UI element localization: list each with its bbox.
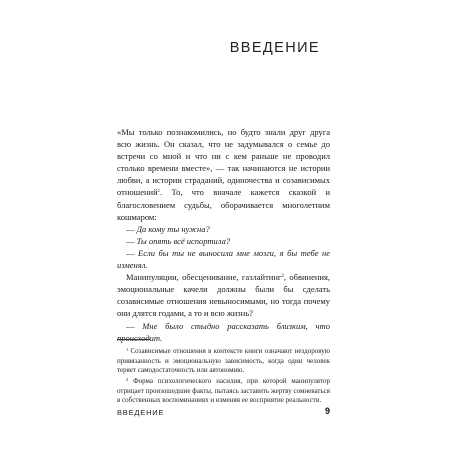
dialogue-line xyxy=(117,223,330,235)
paragraph-second xyxy=(117,271,330,319)
dialogue-dash: — xyxy=(126,247,135,258)
dialogue-dash: — xyxy=(126,223,135,234)
dialogue-text: Мне было стыдно рассказать близким, что происходит. xyxy=(117,320,330,343)
footnote-number: 2 xyxy=(126,377,129,383)
paragraph-intro-text: «Мы только познакомились, но будто знали друг друга всю жизнь. Он сказал, что не задумывался о семье до встречи со мной и что ни с кем раньше не проводил столько времени вместе», — так начинаются не истории любви, а истории страданий, одиночества и созависимых отношений xyxy=(117,127,330,198)
footnotes xyxy=(117,347,330,408)
dialogue-line xyxy=(117,320,330,344)
page-number: 9 xyxy=(324,406,330,416)
body-text xyxy=(117,126,330,344)
dialogue-text: Да кому ты нужна? xyxy=(136,223,210,234)
footnote-ref-2: 2 xyxy=(281,274,284,280)
dialogue-line xyxy=(117,247,330,271)
footnote-number: 1 xyxy=(126,347,129,352)
paragraph-second-text: Манипуляции, обесценивание, газлайтинг xyxy=(126,272,282,283)
footnote-text: Созависимые отношения в контексте книги означают нездоровую привязанность и эмоциональную зависимость, когда один человек теряет самодостаточность или автономию. xyxy=(117,347,331,375)
footnote-divider xyxy=(117,339,150,340)
footnote-ref-1: 1 xyxy=(157,189,161,195)
footnote-text: Форма психологического насилия, при которой манипулятор отрицает произошедшие факты, пытаясь заставить жертву сомневаться в собственных воспоминаниях и изменяя ее восприятие реальности. xyxy=(117,377,330,405)
dialogue-line xyxy=(117,235,330,247)
footnote xyxy=(117,347,330,376)
dialogue-dash: — xyxy=(126,235,135,246)
dialogue-dash: — xyxy=(126,320,135,331)
dialogue-text: Ты опять всё испортила? xyxy=(136,235,231,246)
paragraph-intro-text-cont: . То, что вначале кажется сказкой и благословением судьбы, оборачивается многолетним кошмаром: xyxy=(117,187,330,222)
paragraph-intro xyxy=(117,126,330,223)
paragraph-second-text-cont: , обвинения, эмоциональные качели должны были бы сделать созависимые отношения невыносимыми, но тогда почему они длятся годами, а то и всю жизнь? xyxy=(117,272,330,319)
running-head: ВВЕДЕНИЕ xyxy=(117,408,165,417)
dialogue-text: Если бы ты не выносила мне мозги, я бы тебе не изменял. xyxy=(117,247,331,271)
footnote xyxy=(117,377,330,406)
chapter-title: ВВЕДЕНИЕ xyxy=(229,40,320,56)
